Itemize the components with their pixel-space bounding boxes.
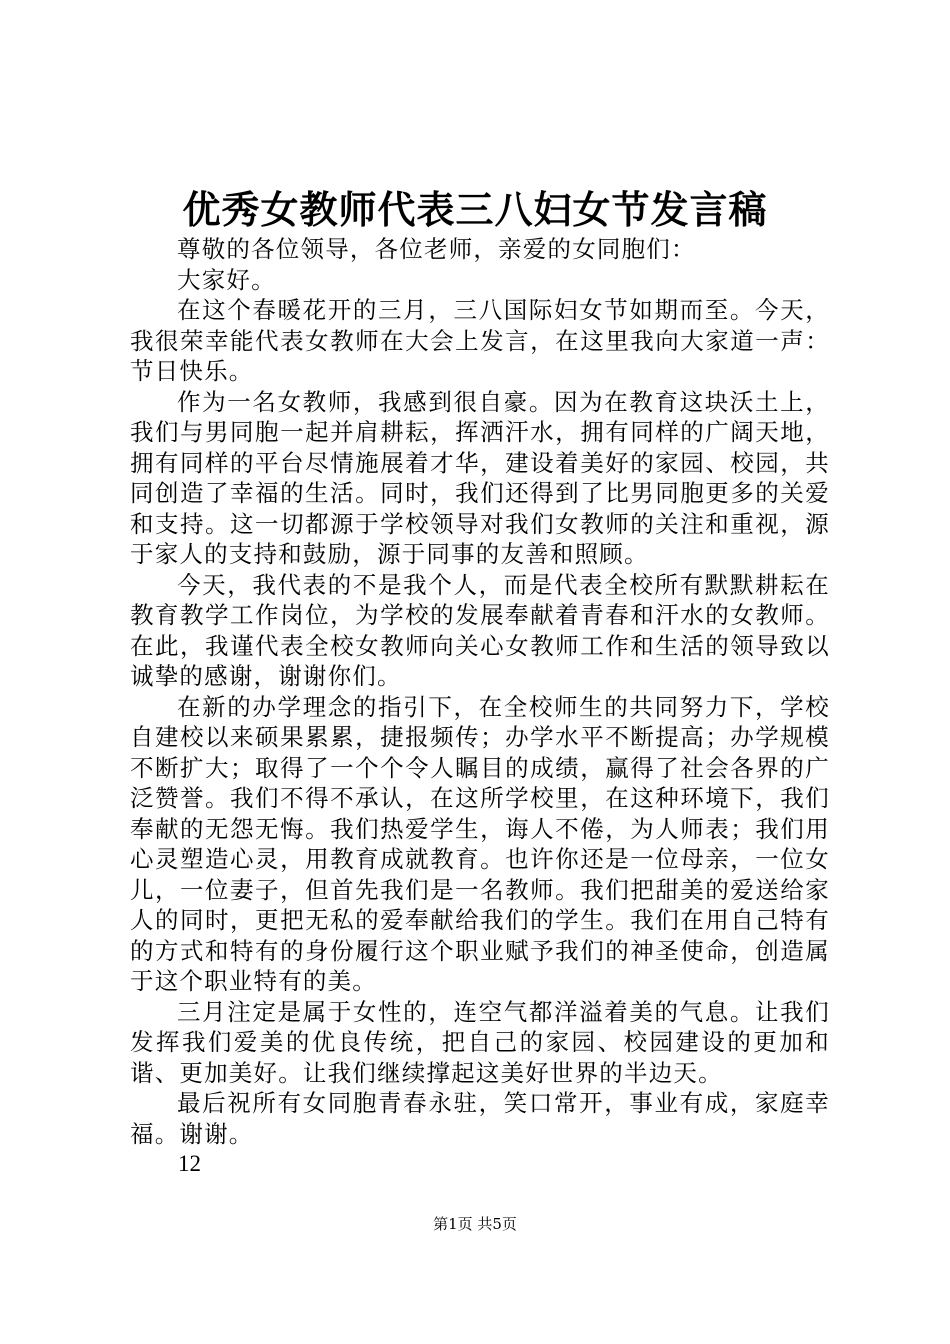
body-paragraph: 作为一名女教师，我感到很自豪。因为在教育这块沃土上，我们与男同胞一起并肩耕耘，挥洒汗水，拥有同样的广阔天地，拥有同样的平台尽情施展着才华，建设着美好的家园、校园，共同创造了幸福的生活。同时，我们还得到了比男同胞更多的关爱和支持。这一切都源于学校领导对我们女教师的关注和重视，源于家人的支持和鼓励，源于同事的友善和照顾。 <box>130 387 830 568</box>
inline-page-number: 12 <box>178 1151 201 1176</box>
document-body <box>130 234 830 1149</box>
body-paragraph: 在这个春暖花开的三月，三八国际妇女节如期而至。今天，我很荣幸能代表女教师在大会上发言，在这里我向大家道一声：节日快乐。 <box>130 296 830 385</box>
body-paragraph: 在新的办学理念的指引下，在全校师生的共同努力下，学校自建校以来硕果累累，捷报频传；办学水平不断提高；办学规模不断扩大；取得了一个个令人瞩目的成绩，赢得了社会各界的广泛赞誉。我们不得不承认，在这所学校里，在这种环境下，我们奉献的无怨无悔。我们热爱学生，诲人不倦，为人师表；我们用心灵塑造心灵，用教育成就教育。也许你还是一位母亲，一位女儿，一位妻子，但首先我们是一名教师。我们把甜美的爱送给家人的同时，更把无私的爱奉献给我们的学生。我们在用自己特有的方式和特有的身份履行这个职业赋予我们的神圣使命，创造属于这个职业特有的美。 <box>130 692 830 995</box>
body-paragraph: 今天，我代表的不是我个人，而是代表全校所有默默耕耘在教育教学工作岗位，为学校的发展奉献着青春和汗水的女教师。在此，我谨代表全校女教师向关心女教师工作和生活的领导致以诚挚的感谢，谢谢你们。 <box>130 570 830 690</box>
page-footer: 第1页 共5页 <box>433 1215 517 1233</box>
body-paragraph: 三月注定是属于女性的，连空气都洋溢着美的气息。让我们发挥我们爱美的优良传统，把自己的家园、校园建设的更加和谐、更加美好。让我们继续撑起这美好世界的半边天。 <box>130 997 830 1087</box>
closing-paragraph: 最后祝所有女同胞青春永驻，笑口常开，事业有成，家庭幸福。谢谢。 <box>130 1089 830 1148</box>
document-title: 优秀女教师代表三八妇女节发言稿 <box>182 187 768 232</box>
salutation-paragraph: 尊敬的各位领导，各位老师，亲爱的女同胞们： <box>177 235 696 263</box>
greeting-paragraph: 大家好。 <box>177 265 276 294</box>
